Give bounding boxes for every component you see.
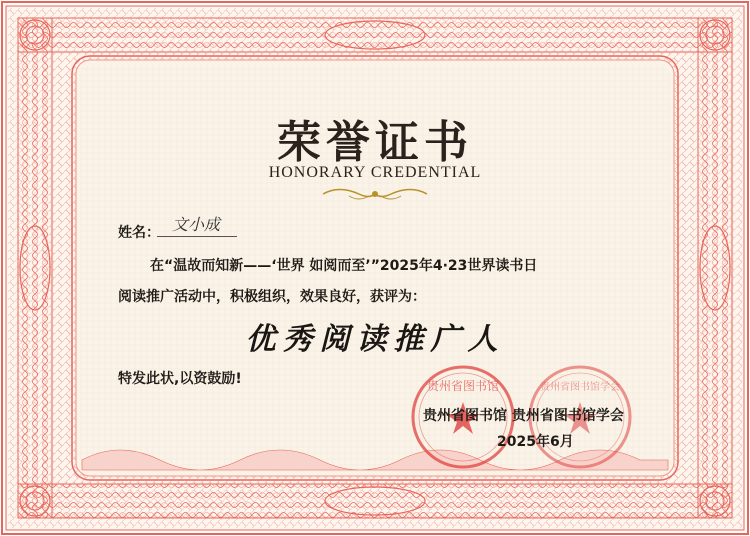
- closing-text: 特发此状,以资鼓励!: [118, 371, 242, 387]
- issue-date: 2025年6月: [497, 434, 574, 450]
- name-underline: [157, 236, 237, 237]
- name-label: 姓名：: [118, 225, 160, 241]
- body-line-1: 在“温故而知新——‘世界 如阅而至’”2025年4·23世界读书日: [150, 258, 538, 274]
- title-ornament-icon: [319, 185, 431, 203]
- seal-text-1: 贵州省图书馆: [426, 379, 500, 393]
- certificate-subtitle: HONORARY CREDENTIAL: [268, 164, 482, 181]
- issuer: 贵州省图书馆 贵州省图书馆学会: [423, 408, 624, 424]
- seal-text-2: 贵州省图书馆学会: [540, 382, 620, 393]
- recipient-signature: 文小成: [172, 215, 221, 234]
- award-title: 优秀阅读推广人: [245, 322, 505, 357]
- certificate-title: 荣誉证书: [277, 117, 473, 168]
- body-line-2: 阅读推广活动中，积极组织，效果良好，获评为：: [118, 289, 426, 305]
